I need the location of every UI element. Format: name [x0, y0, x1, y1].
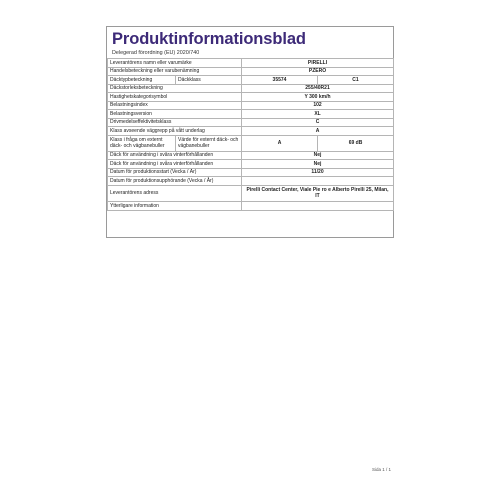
- table-row: [108, 59, 394, 68]
- row-value: [242, 201, 394, 210]
- row-value: 11/20: [242, 168, 394, 177]
- table-row: [108, 185, 394, 201]
- row-label: Däck för användning i svåra vinterförhållanden: [108, 151, 242, 160]
- row-label: Leverantörens adress: [108, 185, 242, 201]
- row-value-secondary: 69 dB: [318, 135, 394, 151]
- table-row: [108, 151, 394, 160]
- row-label: Klass i fråga om externt däck- och vägbanebuller: [108, 135, 176, 151]
- row-label: Datum för produktionsupphörande (Vecka / År): [108, 177, 242, 186]
- row-label: Leverantörens namn eller varumärke: [108, 59, 242, 68]
- row-label: Klass avseende väggrepp på vått underlag: [108, 127, 242, 136]
- row-label: Däck för användning i svåra vinterförhållanden: [108, 160, 242, 169]
- page-title: Produktinformationsblad: [112, 30, 306, 48]
- row-label-secondary: Däckklass: [176, 76, 242, 85]
- table-row: [108, 110, 394, 119]
- table-row: [108, 67, 394, 76]
- row-label: Belastningsindex: [108, 101, 242, 110]
- table-row: [108, 160, 394, 169]
- row-value: 255/40R21: [242, 84, 394, 93]
- product-table: [107, 58, 394, 211]
- row-value: A: [242, 127, 394, 136]
- row-value-secondary: C1: [318, 76, 394, 85]
- row-value: XL: [242, 110, 394, 119]
- row-value: Y 300 km/h: [242, 93, 394, 102]
- table-row: [108, 201, 394, 210]
- row-label-secondary: Värde för externt däck- och vägbanebuller: [176, 135, 242, 151]
- row-label: Belastningsversion: [108, 110, 242, 119]
- product-information-sheet: [106, 26, 394, 238]
- row-label: Ytterligare information: [108, 201, 242, 210]
- table-row: [108, 101, 394, 110]
- row-value: Nej: [242, 160, 394, 169]
- row-value: A: [242, 135, 318, 151]
- row-label: Däcktypbeteckning: [108, 76, 176, 85]
- table-row: [108, 93, 394, 102]
- row-value: Nej: [242, 151, 394, 160]
- row-value: 102: [242, 101, 394, 110]
- row-value: PZERO: [242, 67, 394, 76]
- table-row: [108, 135, 394, 151]
- row-label: Handelsbeteckning eller varubenämning: [108, 67, 242, 76]
- row-value: PIRELLI: [242, 59, 394, 68]
- row-label: Hastighetskategorisymbol: [108, 93, 242, 102]
- table-row: [108, 127, 394, 136]
- row-value: 35574: [242, 76, 318, 85]
- row-value: C: [242, 118, 394, 127]
- regulation-reference: Delegerad förordning (EU) 2020/740: [112, 50, 200, 56]
- table-row: [108, 84, 394, 93]
- page-number: Sida 1 / 1: [372, 467, 392, 472]
- table-row: [108, 118, 394, 127]
- row-label: Däckstorleksbeteckning: [108, 84, 242, 93]
- table-row: [108, 177, 394, 186]
- table-row: [108, 168, 394, 177]
- table-row: [108, 76, 394, 85]
- row-label: Datum för produktionsstart (Vecka / År): [108, 168, 242, 177]
- row-value: Pirelli Contact Center, Viale Pie ro e Alberto Pirelli 25, Milan, IT: [242, 185, 394, 201]
- row-value: [242, 177, 394, 186]
- row-label: Drivmedelseffektivitetsklass: [108, 118, 242, 127]
